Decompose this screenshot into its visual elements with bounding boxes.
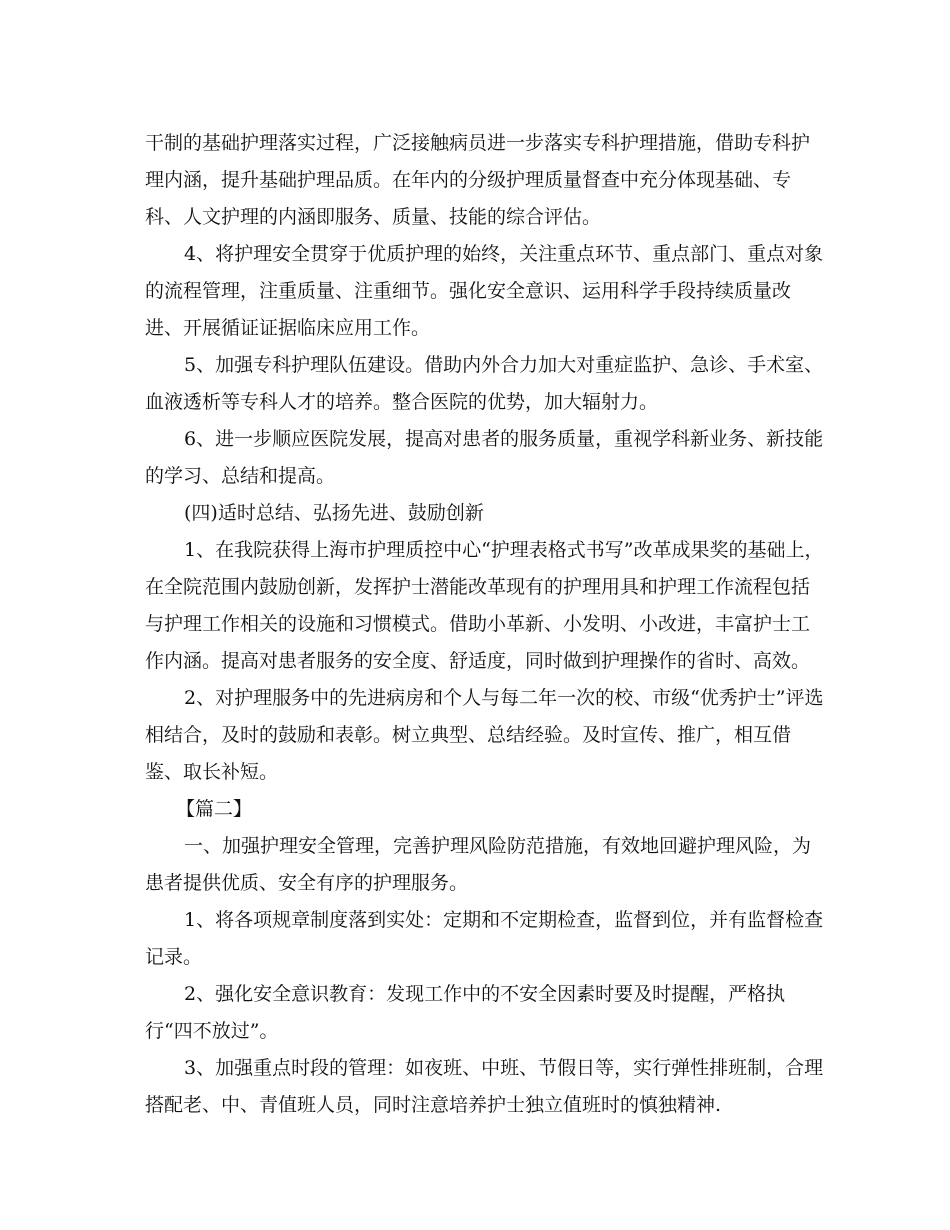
paragraph-line: 鉴、取长补短。 xyxy=(145,761,279,783)
paragraph-line: 1、将各项规章制度落到实处：定期和不定期检查，监督到位，并有监督检查 xyxy=(184,909,824,931)
paragraph-line: 理内涵，提升基础护理品质。在年内的分级护理质量督查中充分体现基础、专 xyxy=(145,169,792,191)
section-heading: 【篇二】 xyxy=(176,798,253,820)
paragraph-line: 一、加强护理安全管理，完善护理风险防范措施，有效地回避护理风险，为 xyxy=(184,835,812,857)
paragraph-line: 相结合，及时的鼓励和表彰。树立典型、总结经验。及时宣传、推广，相互借 xyxy=(145,724,792,746)
paragraph-line: 的流程管理，注重质量、注重细节。强化安全意识、运用科学手段持续质量改 xyxy=(145,280,792,302)
paragraph-line: 进、开展循证证据临床应用工作。 xyxy=(145,317,431,339)
paragraph-line: 6、进一步顺应医院发展，提高对患者的服务质量，重视学科新业务、新技能 xyxy=(184,428,824,450)
paragraph-line: 2、强化安全意识教育：发现工作中的不安全因素时要及时提醒，严格执 xyxy=(184,983,786,1005)
paragraph-line: 记录。 xyxy=(145,946,203,968)
paragraph-line: 4、将护理安全贯穿于优质护理的始终，关注重点环节、重点部门、重点对象 xyxy=(184,243,824,265)
section-heading: (四)适时总结、弘扬先进、鼓励创新 xyxy=(184,502,484,524)
paragraph-line: 搭配老、中、青值班人员，同时注意培养护士独立值班时的慎独精神. xyxy=(145,1094,722,1116)
paragraph-line: 行“四不放过”。 xyxy=(145,1020,279,1042)
paragraph-line: 2、对护理服务中的先进病房和个人与每二年一次的校、市级“优秀护士”评选 xyxy=(184,687,824,709)
paragraph-line: 患者提供优质、安全有序的护理服务。 xyxy=(145,872,469,894)
paragraph-line: 与护理工作相关的设施和习惯模式。借助小革新、小发明、小改进，丰富护士工 xyxy=(145,613,811,635)
paragraph-line: 的学习、总结和提高。 xyxy=(145,465,336,487)
paragraph-line: 科、人文护理的内涵即服务、质量、技能的综合评估。 xyxy=(145,206,602,228)
paragraph-line: 在全院范围内鼓励创新，发挥护士潜能改革现有的护理用具和护理工作流程包括 xyxy=(145,576,811,598)
paragraph-line: 3、加强重点时段的管理：如夜班、中班、节假日等，实行弹性排班制，合理 xyxy=(184,1057,824,1079)
paragraph-line: 1、在我院获得上海市护理质控中心“护理表格式书写”改革成果奖的基础上， xyxy=(184,539,824,561)
paragraph-line: 作内涵。提高对患者服务的安全度、舒适度，同时做到护理操作的省时、高效。 xyxy=(145,650,811,672)
paragraph-line: 5、加强专科护理队伍建设。借助内外合力加大对重症监护、急诊、手术室、 xyxy=(184,354,824,376)
paragraph-line: 血液透析等专科人才的培养。整合医院的优势，加大辐射力。 xyxy=(145,391,659,413)
paragraph-line: 干制的基础护理落实过程，广泛接触病员进一步落实专科护理措施，借助专科护 xyxy=(145,132,811,154)
